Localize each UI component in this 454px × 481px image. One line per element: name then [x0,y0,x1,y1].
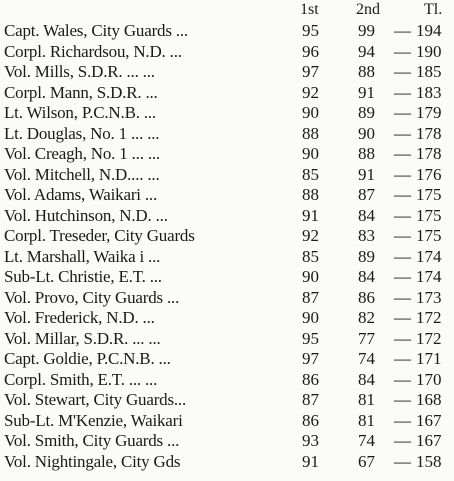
score-row [0,452,454,473]
competitor-name: Vol. Adams, Waikari ... [4,185,158,204]
score-dash: — [394,82,411,102]
first-score: 87 [302,287,319,307]
second-score: 84 [358,369,375,389]
competitor-name: Sub-Lt. M'Kenzie, Waikari [4,410,183,430]
score-row [0,103,454,124]
competitor-name: Vol. Provo, City Guards ... [4,287,180,307]
score-row [0,370,454,391]
competitor-name: Vol. Frederick, N.D. ... [4,308,155,327]
first-score: 86 [302,410,319,430]
second-score: 88 [358,62,375,81]
total-score: 190 [416,41,442,61]
competitor-name: Vol. Mills, S.D.R. ... ... [4,62,155,81]
score-row [0,267,454,288]
score-dash: — [394,267,411,286]
competitor-name: Corpl. Smith, E.T. ... ... [4,369,158,389]
total-score: 194 [416,21,442,40]
header-total: Tl. [424,1,443,18]
first-score: 91 [302,205,319,225]
competitor-name: Vol. Millar, S.D.R. ... ... [4,328,161,348]
first-score: 96 [302,41,319,61]
competitor-name: Vol. Nightingale, City Gds [4,451,181,471]
first-score: 90 [302,267,319,286]
score-row [0,165,454,186]
score-row [0,390,454,411]
score-dash: — [394,123,411,143]
total-score: 175 [416,226,442,245]
first-score: 86 [302,369,319,389]
second-score: 89 [358,103,375,122]
total-score: 170 [416,369,442,389]
header-second: 2nd [356,1,380,18]
first-score: 85 [302,164,319,184]
total-score: 174 [416,246,442,266]
total-score: 167 [416,410,442,430]
score-dash: — [394,41,411,61]
first-score: 95 [302,328,319,348]
score-row [0,185,454,206]
score-dash: — [394,144,411,163]
second-score: 81 [358,390,375,409]
first-score: 91 [302,451,319,471]
total-score: 178 [416,144,442,163]
competitor-name: Vol. Creagh, No. 1 ... ... [4,144,160,163]
score-dash: — [394,164,411,184]
second-score: 67 [358,451,375,471]
second-score: 99 [358,21,375,40]
score-row [0,62,454,83]
score-dash: — [394,390,411,409]
competitor-name: Vol. Smith, City Guards ... [4,431,180,450]
first-score: 93 [302,431,319,450]
second-score: 84 [358,267,375,286]
total-score: 178 [416,123,442,143]
competitor-name: Vol. Stewart, City Guards... [4,390,187,409]
first-score: 88 [302,123,319,143]
total-score: 167 [416,431,442,450]
competitor-name: Corpl. Richardsou, N.D. ... [4,41,182,61]
score-dash: — [394,103,411,122]
score-dash: — [394,287,411,307]
second-score: 74 [358,431,375,450]
score-dash: — [394,246,411,266]
second-score: 88 [358,144,375,163]
second-score: 77 [358,328,375,348]
second-score: 81 [358,410,375,430]
first-score: 88 [302,185,319,204]
score-row [0,42,454,63]
competitor-name: Capt. Wales, City Guards ... [4,21,188,40]
first-score: 95 [302,21,319,40]
total-score: 176 [416,164,442,184]
score-row [0,288,454,309]
second-score: 87 [358,185,375,204]
second-score: 83 [358,226,375,245]
competitor-name: Corpl. Mann, S.D.R. ... [4,82,158,102]
first-score: 87 [302,390,319,409]
total-score: 183 [416,82,442,102]
second-score: 94 [358,41,375,61]
competitor-name: Lt. Wilson, P.C.N.B. ... [4,103,156,122]
score-row [0,329,454,350]
total-score: 185 [416,62,442,81]
second-score: 74 [358,349,375,368]
score-row [0,144,454,165]
competitor-name: Capt. Goldie, P.C.N.B. ... [4,349,171,368]
score-dash: — [394,226,411,245]
score-row [0,226,454,247]
total-score: 168 [416,390,442,409]
header-first: 1st [300,1,319,18]
score-row [0,247,454,268]
second-score: 90 [358,123,375,143]
second-score: 86 [358,287,375,307]
total-score: 175 [416,185,442,204]
column-header [0,1,454,19]
score-dash: — [394,205,411,225]
score-row [0,431,454,452]
score-row [0,308,454,329]
competitor-name: Sub-Lt. Christie, E.T. ... [4,267,162,286]
score-dash: — [394,410,411,430]
total-score: 175 [416,205,442,225]
first-score: 90 [302,103,319,122]
first-score: 92 [302,226,319,245]
first-score: 90 [302,308,319,327]
score-dash: — [394,185,411,204]
second-score: 89 [358,246,375,266]
score-dash: — [394,431,411,450]
total-score: 158 [416,451,442,471]
first-score: 90 [302,144,319,163]
first-score: 97 [302,62,319,81]
second-score: 91 [358,82,375,102]
competitor-name: Vol. Hutchinson, N.D. ... [4,205,168,225]
total-score: 173 [416,287,442,307]
first-score: 97 [302,349,319,368]
score-row [0,83,454,104]
score-row [0,206,454,227]
second-score: 84 [358,205,375,225]
score-dash: — [394,369,411,389]
total-score: 174 [416,267,442,286]
total-score: 179 [416,103,442,122]
score-dash: — [394,451,411,471]
score-dash: — [394,21,411,40]
total-score: 171 [416,349,442,368]
score-row [0,411,454,432]
total-score: 172 [416,328,442,348]
competitor-name: Vol. Mitchell, N.D.... ... [4,164,160,184]
total-score: 172 [416,308,442,327]
score-dash: — [394,328,411,348]
score-row [0,124,454,145]
score-dash: — [394,349,411,368]
score-dash: — [394,308,411,327]
first-score: 92 [302,82,319,102]
score-list [0,21,454,472]
competitor-name: Lt. Marshall, Waika i ... [4,246,161,266]
second-score: 82 [358,308,375,327]
competitor-name: Lt. Douglas, No. 1 ... ... [4,123,160,143]
second-score: 91 [358,164,375,184]
competitor-name: Corpl. Treseder, City Guards [4,226,195,245]
score-dash: — [394,62,411,81]
first-score: 85 [302,246,319,266]
score-row [0,21,454,42]
score-row [0,349,454,370]
